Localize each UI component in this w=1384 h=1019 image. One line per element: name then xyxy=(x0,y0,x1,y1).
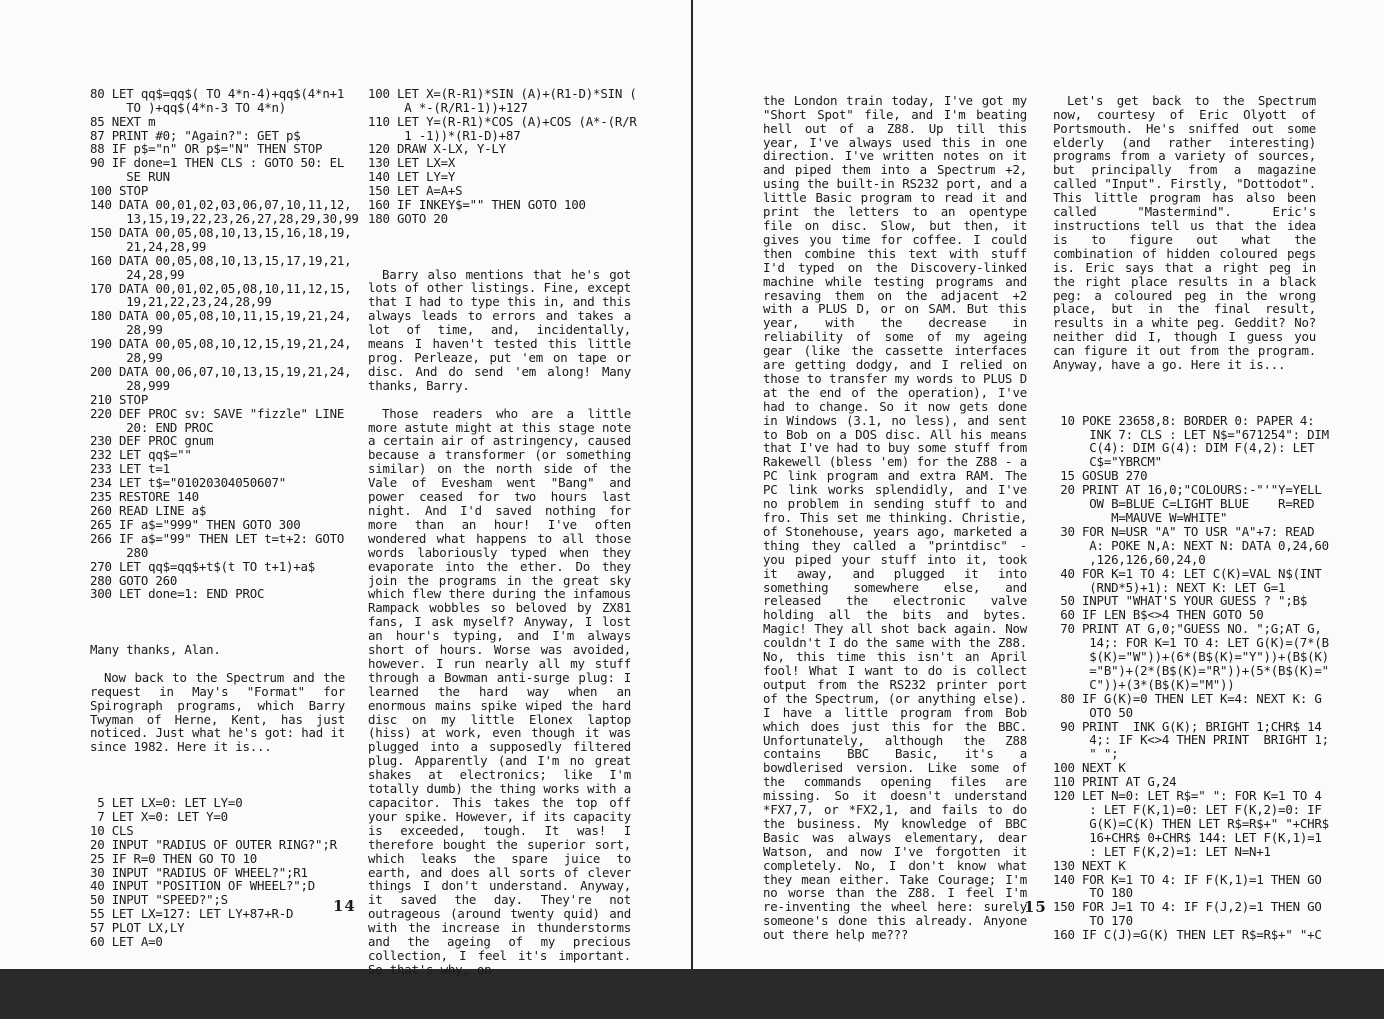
code-line: 70 PRINT AT G,0;"GUESS NO. ";G;AT G, xyxy=(1053,621,1322,637)
code-line: 234 LET t$="01020304050607" xyxy=(90,475,287,491)
code-line: OTO 50 xyxy=(1053,704,1133,720)
code-line: 220 DEF PROC sv: SAVE "fizzle" LINE xyxy=(90,405,345,421)
code-line: 28,99 xyxy=(90,322,163,338)
code-line: 20 INPUT "RADIUS OF OUTER RING?";R xyxy=(90,836,337,852)
code-line: C$="YBRCM" xyxy=(1053,454,1162,470)
code-line: 260 READ LINE a$ xyxy=(90,503,207,518)
code-line: : LET F(K,2)=1: LET N=N+1 xyxy=(1053,843,1271,859)
code-line: 235 RESTORE 140 xyxy=(90,489,199,505)
code-line: 280 GOTO 260 xyxy=(90,572,178,588)
code-line: 16+CHR$ 0+CHR$ 144: LET F(K,1)=1 xyxy=(1053,829,1322,845)
code-line: 25 IF R=0 THEN GO TO 10 xyxy=(90,850,257,866)
code-line: 50 INPUT "WHAT'S YOUR GUESS ? ";B$ xyxy=(1053,593,1308,609)
code-line: 180 DATA 00,05,08,10,11,15,19,21,24, xyxy=(90,308,352,324)
listing-spirograph-part1 xyxy=(90,796,350,949)
code-line: OW B=BLUE C=LIGHT BLUE R=RED xyxy=(1053,496,1315,512)
code-line: (RND*5)+1): NEXT K: LET G=1 xyxy=(1053,579,1286,595)
code-line: 150 DATA 00,05,08,10,13,15,16,18,19, xyxy=(90,224,352,240)
code-line: 20 PRINT AT 16,0;"COLOURS:-"'"Y=YELL xyxy=(1053,482,1322,498)
code-line: 160 DATA 00,05,08,10,13,15,17,19,21, xyxy=(90,252,352,268)
code-line: $(K)="W"))+(6*(B$(K)="Y"))+(B$(K) xyxy=(1053,649,1329,665)
page-number-left: 14 xyxy=(333,897,356,915)
code-line: TO )+qq$(4*n-3 TO 4*n) xyxy=(90,99,287,115)
code-line: 80 IF G(K)=0 THEN LET K=4: NEXT K: G xyxy=(1053,690,1322,706)
code-line: 5 LET LX=0: LET LY=0 xyxy=(90,794,243,810)
code-line: 300 LET done=1: END PROC xyxy=(90,586,265,602)
right-page xyxy=(693,0,1384,969)
code-line: 210 STOP xyxy=(90,391,149,407)
code-line: 30 INPUT "RADIUS OF WHEEL?";R1 xyxy=(90,864,308,880)
code-line: 265 IF a$="999" THEN GOTO 300 xyxy=(90,516,301,532)
code-line: 60 IF LEN B$<>4 THEN GOTO 50 xyxy=(1053,607,1264,623)
code-line: C(4): DIM G(4): DIM F(4,2): LET xyxy=(1053,440,1315,456)
code-line: 24,28,99 xyxy=(90,266,185,282)
code-line: 4;: IF K<>4 THEN PRINT BRIGHT 1; xyxy=(1053,732,1329,748)
code-line: ="B")+(2*(B$(K)="R"))+(5*(B$(K)=" xyxy=(1053,662,1329,678)
right-column-1 xyxy=(763,66,1027,984)
left-column-1 xyxy=(90,59,359,991)
code-line: 10 POKE 23658,8: BORDER 0: PAPER 4: xyxy=(1053,412,1315,428)
code-line: 266 IF a$="99" THEN LET t=t+2: GOTO xyxy=(90,530,345,546)
page-number-right: 15 xyxy=(1024,898,1047,916)
code-line: 10 CLS xyxy=(90,822,134,838)
code-line: SE RUN xyxy=(90,169,170,185)
code-line: 170 DATA 00,01,02,05,08,10,11,12,15, xyxy=(90,280,352,296)
code-line: 90 IF done=1 THEN CLS : GOTO 50: EL xyxy=(90,155,345,171)
code-line: 80 LET qq$=qq$( TO 4*n-4)+qq$(4*n+1 xyxy=(90,85,345,101)
code-line: : LET F(K,1)=0: LET F(K,2)=0: IF xyxy=(1053,802,1322,818)
code-line: 140 LET LY=Y xyxy=(368,169,456,185)
code-line: 20: END PROC xyxy=(90,419,214,435)
code-line: G(K)=C(K) THEN LET R$=R$+" "+CHR$ xyxy=(1053,815,1329,831)
power-cut-paragraph: Those readers who are a little more astute might at this stage note a certain air of astringency, caused because a transformer (or something similar) on the north side of the Vale of Evesham went "Bang" and power ceased for two hours last night. And I'd saved nothing for more than an hour! I've often wondered what happens to all those words laboriously typed when they evaporate into the ether. Do they join the programs in the great sky which flew there during the infamous Rampack wobbles so beloved by ZX81 fans, I ask myself? Anyway, I lost an hour's typing, and I'm always short of hours. Worse was avoided, however. I run nearly all my stuff through a Bowman anti-surge plug: I learned the hard way when an enormous mains spike wiped the hard disc on my little Elonex laptop (hiss) at work, even though it was plugged into a supposedly filtered plug. Apparently (and I'm no great shakes at electronics; like I'm totally dumb) the thing works with a capacitor. This takes the top off your spike. However, if its capacity is exceeded, tough. It was! I therefore bought the superior sort, which leaks the spare juice to earth, and does all sorts of clever things I don't understand. Anyway, it saved the day. They're not outrageous (around twenty quid) and with the increase in thunderstorms and the ageing of my precious collection, I feel it's important. So that's why, on xyxy=(368,405,631,977)
code-line: 150 LET A=A+S xyxy=(368,183,463,199)
code-line: 100 STOP xyxy=(90,183,149,199)
code-line: 110 LET Y=(R-R1)*COS (A)+COS (A*-(R/R xyxy=(368,113,637,129)
code-line: A: POKE N,A: NEXT N: DATA 0,24,60 xyxy=(1053,537,1329,553)
code-line: 120 LET N=0: LET R$=" ": FOR K=1 TO 4 xyxy=(1053,788,1322,804)
code-line: 15 GOSUB 270 xyxy=(1053,468,1148,484)
right-column-2 xyxy=(1053,66,1329,984)
code-line: 87 PRINT #0; "Again?": GET p$ xyxy=(90,127,301,143)
listing-mastermind xyxy=(1053,412,1329,943)
code-line: 140 FOR K=1 TO 4: IF F(K,1)=1 THEN GO xyxy=(1053,871,1322,887)
code-line: 30 FOR N=USR "A" TO USR "A"+7: READ xyxy=(1053,523,1315,539)
code-line: 28,999 xyxy=(90,377,170,393)
code-line: 180 GOTO 20 xyxy=(368,210,448,226)
spirograph-intro: Now back to the Spectrum and the request in May's "Format" for Spirograph programs, which Barry Twyman of Herne, Kent, has just noticed. Just what he's got: had it since 1982. Here it is... xyxy=(90,669,345,755)
code-line: 19,21,22,23,24,28,99 xyxy=(90,294,272,310)
code-line: ,126,126,60,24,0 xyxy=(1053,551,1206,567)
code-line: 40 INPUT "POSITION OF WHEEL?";D xyxy=(90,878,316,894)
code-line: 60 LET A=0 xyxy=(90,934,163,950)
code-line: 85 NEXT m xyxy=(90,113,156,129)
code-line: 130 NEXT K xyxy=(1053,857,1126,873)
code-line: 160 IF INKEY$="" THEN GOTO 100 xyxy=(368,197,586,213)
listing-spirograph-part2 xyxy=(368,85,637,226)
mastermind-intro: Let's get back to the Spectrum now, courtesy of Eric Olyott of Portsmouth. He's sniffed out some elderly (and rather interesting) programs from a variety of sources, but principally from a magazine called "Input". Firstly, "Dottodot". This little program has also been called "Mastermind". Eric's instructions tell us that the idea is to figure out what the combination of hidden coloured pegs is. Eric says that a right peg in the right place results in a black peg: a coloured peg in the wrong place, but in the final result, results in a white peg. Geddit? No? neither did I, though I guess you can figure it out from the program. Anyway, have a go. Here it is... xyxy=(1053,92,1316,373)
code-line: 110 PRINT AT G,24 xyxy=(1053,774,1177,790)
barry-paragraph: Barry also mentions that he's got lots of other listings. Fine, except that I had to type this in, and this always leads to errors and takes a lot of time, and, incidentally, means I haven't tested this little prog. Perleaze, put 'em on tape or disc. And do send 'em along! Many thanks, Barry. xyxy=(368,266,631,393)
code-line: INK 7: CLS : LET N$="671254": DIM xyxy=(1053,426,1329,442)
code-line: 88 IF p$="n" OR p$="N" THEN STOP xyxy=(90,141,323,157)
code-line: 90 PRINT INK G(K); BRIGHT 1;CHR$ 14 xyxy=(1053,718,1322,734)
code-line: 232 LET qq$="" xyxy=(90,447,192,463)
code-line: " "; xyxy=(1053,746,1119,762)
code-line: 130 LET LX=X xyxy=(368,155,456,171)
code-line: 120 DRAW X-LX, Y-LY xyxy=(368,141,506,157)
code-line: 150 FOR J=1 TO 4: IF F(J,2)=1 THEN GO xyxy=(1053,899,1322,915)
code-line: C"))+(3*(B$(K)="M")) xyxy=(1053,676,1235,692)
code-line: 160 IF C(J)=G(K) THEN LET R$=R$+" "+C xyxy=(1053,927,1322,943)
code-line: 13,15,19,22,23,26,27,28,29,30,99 xyxy=(90,210,359,226)
code-line: 50 INPUT "SPEED?";S xyxy=(90,892,228,908)
code-line: TO 180 xyxy=(1053,885,1133,901)
code-line: 28,99 xyxy=(90,350,163,366)
code-line: 7 LET X=0: LET Y=0 xyxy=(90,808,228,824)
code-line: 57 PLOT LX,LY xyxy=(90,920,185,936)
z88-paragraph: the London train today, I've got my "Short Spot" file, and I'm beating hell out of a Z88. Up till this year, I've always used this in one direction. I've written notes on it and piped them into a Spectrum +2, using the built-in RS232 port, and a little Basic program to read it and print the letters to an opentype file on disc. Slow, but then, it gives you time for coffee. I could then combine this text with stuff I'd typed on the Discovery-linked machine while testing programs and resaving them on the adjacent +2 with a PLUS D, or on SAM. But this year, with the decrease in reliability of some of my ageing gear (like the cassette interfaces are getting dodgy, and I relied on those to transfer my words to PLUS D at the end of the operation), I've had to change. So it now gets done in Windows (3.1, no less), and sent to Bob on a DOS disc. All his means that I've had to buy some stuff from Rakewell (bless 'em) for the Z88 - a PC link program and extra RAM. The PC link works splendidly, and I've no problem in sending stuff to and fro. This set me thinking. Christie, of Stonehouse, years ago, marketed a thing they called a "printdisc" - you piped your stuff into it, took it away, and plugged it into something somewhere else, and released the electronic valve holding all the bits and bytes. Magic! They all shot back again. Now couldn't I do the same with the Z88. No, this time this isn't an April fool! What I want to do is collect output from the RS232 printer port of the Spectrum, (or anything else). I have a little program from Bob which does just this for the BBC. Unfortunately, although the Z88 contains BBC Basic, it's a bowdlerised version. Like some of the commands opening files are missing. So it doesn't understand *FX7,7, or *FX2,1, and fails to do the business. My knowledge of BBC Basic was always elementary, dear Watson, and now I've forgotten it completely. No, I don't know what they mean either. Take Courage; I'm no worse than the Z88. I feel I'm re-inventing the wheel here: surely someone's done this already. Anyone out there help me??? xyxy=(763,92,1027,943)
code-line: 140 DATA 00,01,02,03,06,07,10,11,12, xyxy=(90,197,352,213)
code-line: 55 LET LX=127: LET LY+87+R-D xyxy=(90,906,294,922)
code-line: 100 NEXT K xyxy=(1053,760,1126,776)
left-column-2 xyxy=(368,59,637,1018)
code-line: M=MAUVE W=WHITE" xyxy=(1053,509,1228,525)
code-line: 100 LET X=(R-R1)*SIN (A)+(R1-D)*SIN ( xyxy=(368,85,637,101)
code-line: 230 DEF PROC gnum xyxy=(90,433,214,449)
code-line: 190 DATA 00,05,08,10,12,15,19,21,24, xyxy=(90,336,352,352)
code-line: 14;: FOR K=1 TO 4: LET G(K)=(7*(B xyxy=(1053,635,1329,651)
code-line: 280 xyxy=(90,544,149,560)
code-line: 40 FOR K=1 TO 4: LET C(K)=VAL N$(INT xyxy=(1053,565,1322,581)
code-line: 21,24,28,99 xyxy=(90,238,207,254)
listing-alan xyxy=(90,85,359,602)
thanks-alan: Many thanks, Alan. xyxy=(90,642,221,658)
code-line: 233 LET t=1 xyxy=(90,461,170,477)
code-line: 200 DATA 00,06,07,10,13,15,19,21,24, xyxy=(90,363,352,379)
code-line: A *-(R/R1-1))+127 xyxy=(368,99,528,115)
left-page xyxy=(0,0,691,977)
code-line: 270 LET qq$=qq$+t$(t TO t+1)+a$ xyxy=(90,558,316,574)
code-line: 1 -1))*(R1-D)+87 xyxy=(368,127,521,143)
code-line: TO 170 xyxy=(1053,913,1133,929)
